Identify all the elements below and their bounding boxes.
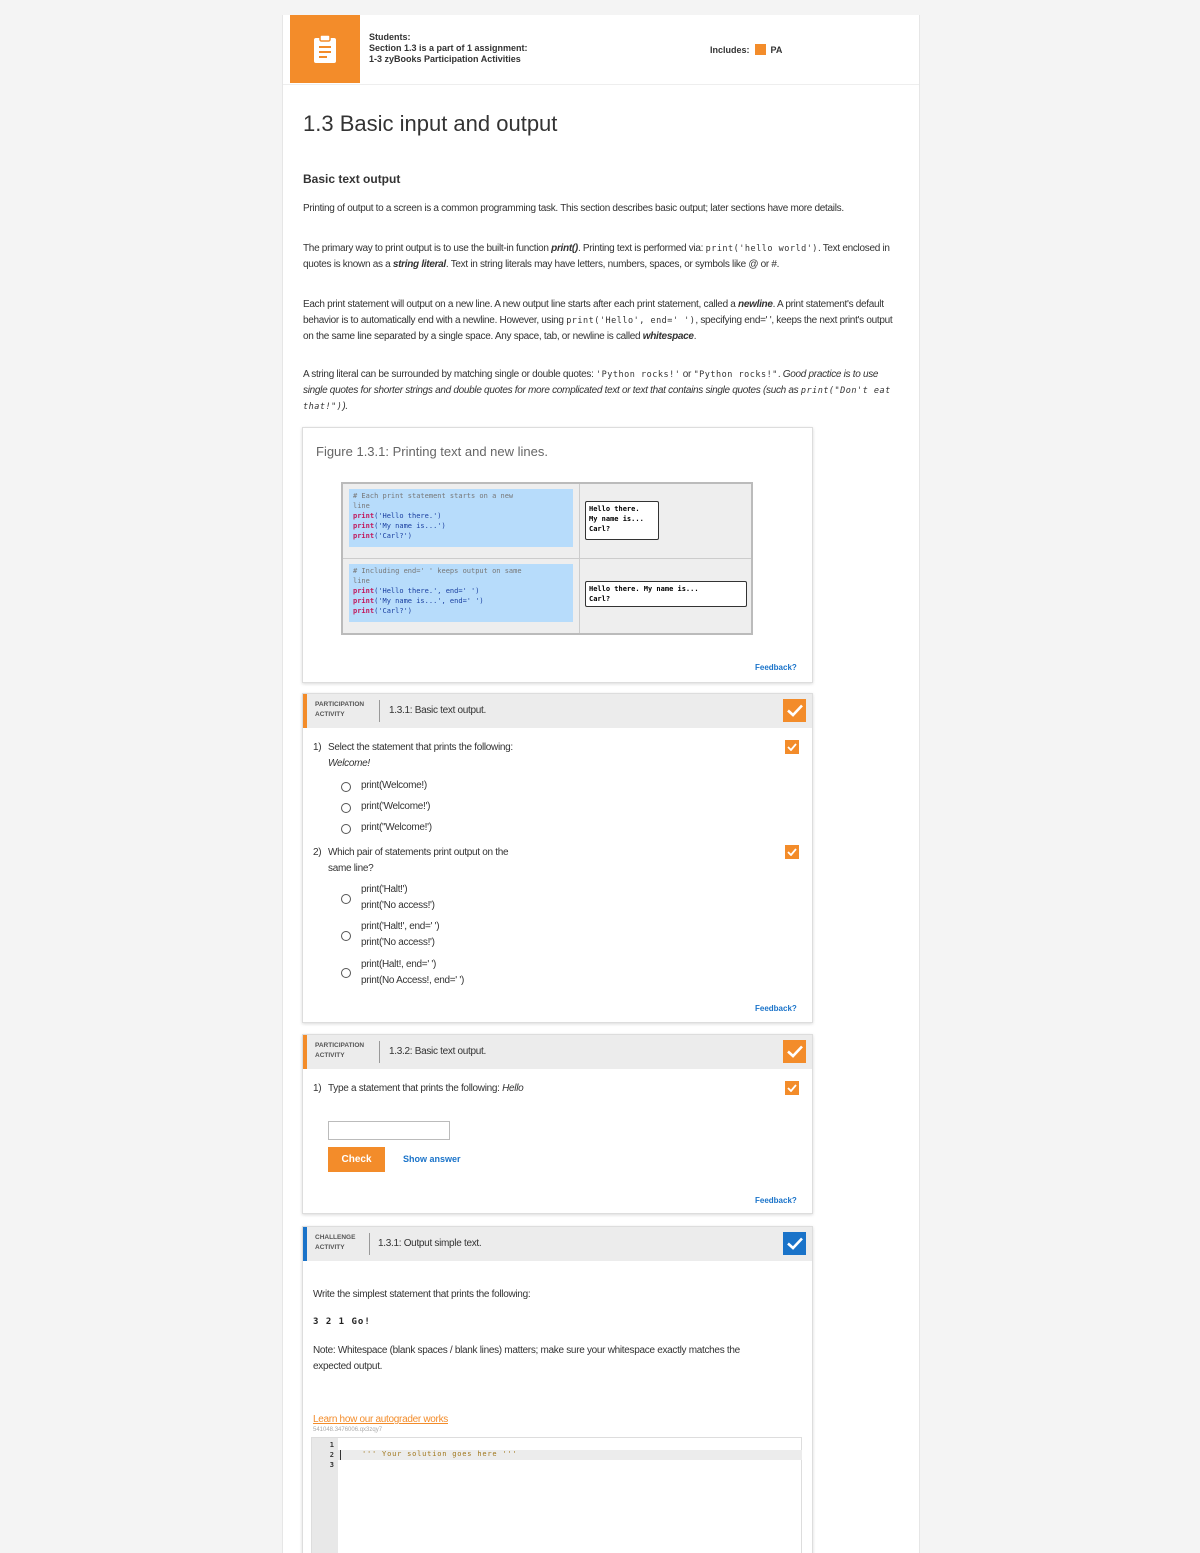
code-line: print('My name is...'): [353, 522, 446, 530]
code-editor[interactable]: [311, 1437, 802, 1553]
output-box-1: Hello there. My name is... Carl?: [585, 501, 659, 540]
header-divider: [379, 700, 380, 722]
radio-option[interactable]: [341, 824, 351, 834]
line-number: 1: [329, 1441, 334, 1449]
answer-input[interactable]: [328, 1121, 450, 1140]
line-number: 3: [329, 1461, 334, 1469]
code-block-1: [349, 489, 573, 547]
figure-1-3-1: [302, 427, 813, 683]
figure-row-2: [343, 559, 751, 634]
figure-title: Figure 1.3.1: Printing text and new lines.: [316, 444, 548, 459]
students-label: Students:: [369, 32, 411, 42]
paragraph-1: Printing of output to a screen is a common programming task. This section describes basic output; later sections have more details.: [303, 203, 844, 214]
question-1: 1) Type a statement that prints the following: Hello: [313, 1083, 524, 1094]
activity-accent-bar: [303, 1227, 307, 1261]
activity-name: 1.3.1: Output simple text.: [378, 1238, 482, 1249]
radio-option[interactable]: [341, 782, 351, 792]
feedback-link[interactable]: Feedback?: [755, 1004, 797, 1013]
assignment-link[interactable]: 1-3 zyBooks Participation Activities: [369, 54, 521, 64]
activity-type: PARTICIPATION ACTIVITY: [315, 1042, 365, 1059]
paragraph-4: A string literal can be surrounded by matching single or double quotes: 'Python rocks!' or "Python rocks!". Good practice is to use single quotes for shorter strings and double quotes for more complicated text or text that contains single quotes (such as print("Don't eat that!")).: [303, 369, 891, 412]
option-label[interactable]: print(Halt!, end=' ') print(No Access!, end=' '): [361, 959, 465, 986]
activity-header: [303, 694, 812, 728]
participation-activity-1-3-1: [302, 693, 813, 1023]
completion-check-icon: [783, 699, 806, 722]
option-label[interactable]: print('Welcome!'): [361, 801, 431, 812]
code-line: print('Carl?'): [353, 607, 413, 615]
activity-name: 1.3.2: Basic text output.: [389, 1046, 487, 1057]
activity-id: 541048.3476006.qx3zqy7: [313, 1427, 383, 1433]
radio-option[interactable]: [341, 803, 351, 813]
code-line: print('Carl?'): [353, 532, 413, 540]
expected-output: 3 2 1 Go!: [313, 1317, 371, 1327]
option-label[interactable]: print('Halt!', end=' ') print('No access!'): [361, 921, 440, 948]
code-line: print('Hello there.'): [353, 512, 442, 520]
feedback-link[interactable]: Feedback?: [755, 1196, 797, 1205]
code-line: print('My name is...', end=' '): [353, 597, 484, 605]
header-divider: [379, 1041, 380, 1063]
whitespace-note: Note: Whitespace (blank spaces / blank lines) matters; make sure your whitespace exactly matches the expected output.: [313, 1345, 740, 1372]
radio-option[interactable]: [341, 931, 351, 941]
question-1-check-icon: [785, 740, 799, 754]
output-box-2: Hello there. My name is... Carl?: [585, 581, 747, 607]
code-block-2: [349, 564, 573, 622]
figure-column-divider: [579, 484, 580, 633]
page: [282, 15, 920, 1553]
activity-header: [303, 1035, 812, 1069]
activity-name: 1.3.1: Basic text output.: [389, 705, 487, 716]
activity-header: [303, 1227, 812, 1261]
check-button[interactable]: Check: [328, 1147, 385, 1172]
challenge-prompt: Write the simplest statement that prints the following:: [313, 1289, 531, 1300]
feedback-link[interactable]: Feedback?: [755, 663, 797, 672]
question-2: 2) Which pair of statements print output on the same line?: [313, 847, 509, 874]
line-number: 2: [329, 1451, 334, 1459]
pa-square-icon: [755, 44, 766, 55]
line-number-gutter: [312, 1438, 338, 1553]
code-comment: # Each print statement starts on a new: [353, 492, 514, 500]
code-placeholder-comment[interactable]: ''' Your solution goes here ''': [362, 1450, 518, 1458]
question-1-check-icon: [785, 1081, 799, 1095]
code-line: print('Hello there.', end=' '): [353, 587, 480, 595]
activity-type: PARTICIPATION ACTIVITY: [315, 701, 365, 718]
question-1: 1) Select the statement that prints the following: Welcome!: [313, 742, 513, 769]
assignment-line: Section 1.3 is a part of 1 assignment:: [369, 43, 528, 53]
activity-type: CHALLENGE ACTIVITY: [315, 1234, 356, 1251]
radio-option[interactable]: [341, 894, 351, 904]
section-header: [283, 15, 919, 85]
autograder-link[interactable]: Learn how our autograder works: [313, 1414, 448, 1425]
completion-check-icon: [783, 1040, 806, 1063]
option-label[interactable]: print("Welcome!'): [361, 822, 432, 833]
code-comment: line: [353, 577, 370, 585]
paragraph-3: Each print statement will output on a new line. A new output line starts after each print statement, called a newline. A print statement's default behavior is to automatically end with a newline. However, using print('Hello', end=' '), specifying end=' ', keeps the next print's output on the same line separated by a single space. Any space, tab, or newline is called whitespace.: [303, 299, 893, 342]
question-2-check-icon: [785, 845, 799, 859]
figure-table: [341, 482, 753, 635]
text-cursor: [340, 1450, 341, 1460]
figure-row-1: [343, 484, 751, 559]
challenge-activity-1-3-1: [302, 1226, 813, 1553]
clipboard-icon: [290, 15, 360, 83]
includes-label: Includes:: [710, 44, 750, 55]
page-title: 1.3 Basic input and output: [303, 111, 558, 136]
option-label[interactable]: print('Halt!') print('No access!'): [361, 884, 435, 911]
paragraph-2: The primary way to print output is to use the built-in function print(). Printing text is performed via: print('hello world'). Text enclosed in quotes is known as a string literal. Text in string literals may have letters, numbers, spaces, or symbols like @ or #.: [303, 243, 890, 270]
section-subheading: Basic text output: [303, 172, 401, 186]
participation-activity-1-3-2: [302, 1034, 813, 1214]
assignment-info: [369, 32, 528, 65]
includes-indicator: [710, 44, 782, 55]
radio-option[interactable]: [341, 968, 351, 978]
code-comment: line: [353, 502, 370, 510]
code-comment: # Including end=' ' keeps output on same: [353, 567, 522, 575]
includes-value: PA: [770, 44, 783, 55]
activity-accent-bar: [303, 694, 307, 728]
activity-accent-bar: [303, 1035, 307, 1069]
header-divider: [369, 1233, 370, 1255]
option-label[interactable]: print(Welcome!): [361, 780, 427, 791]
completion-check-icon: [783, 1232, 806, 1255]
show-answer-button[interactable]: Show answer: [403, 1154, 461, 1164]
